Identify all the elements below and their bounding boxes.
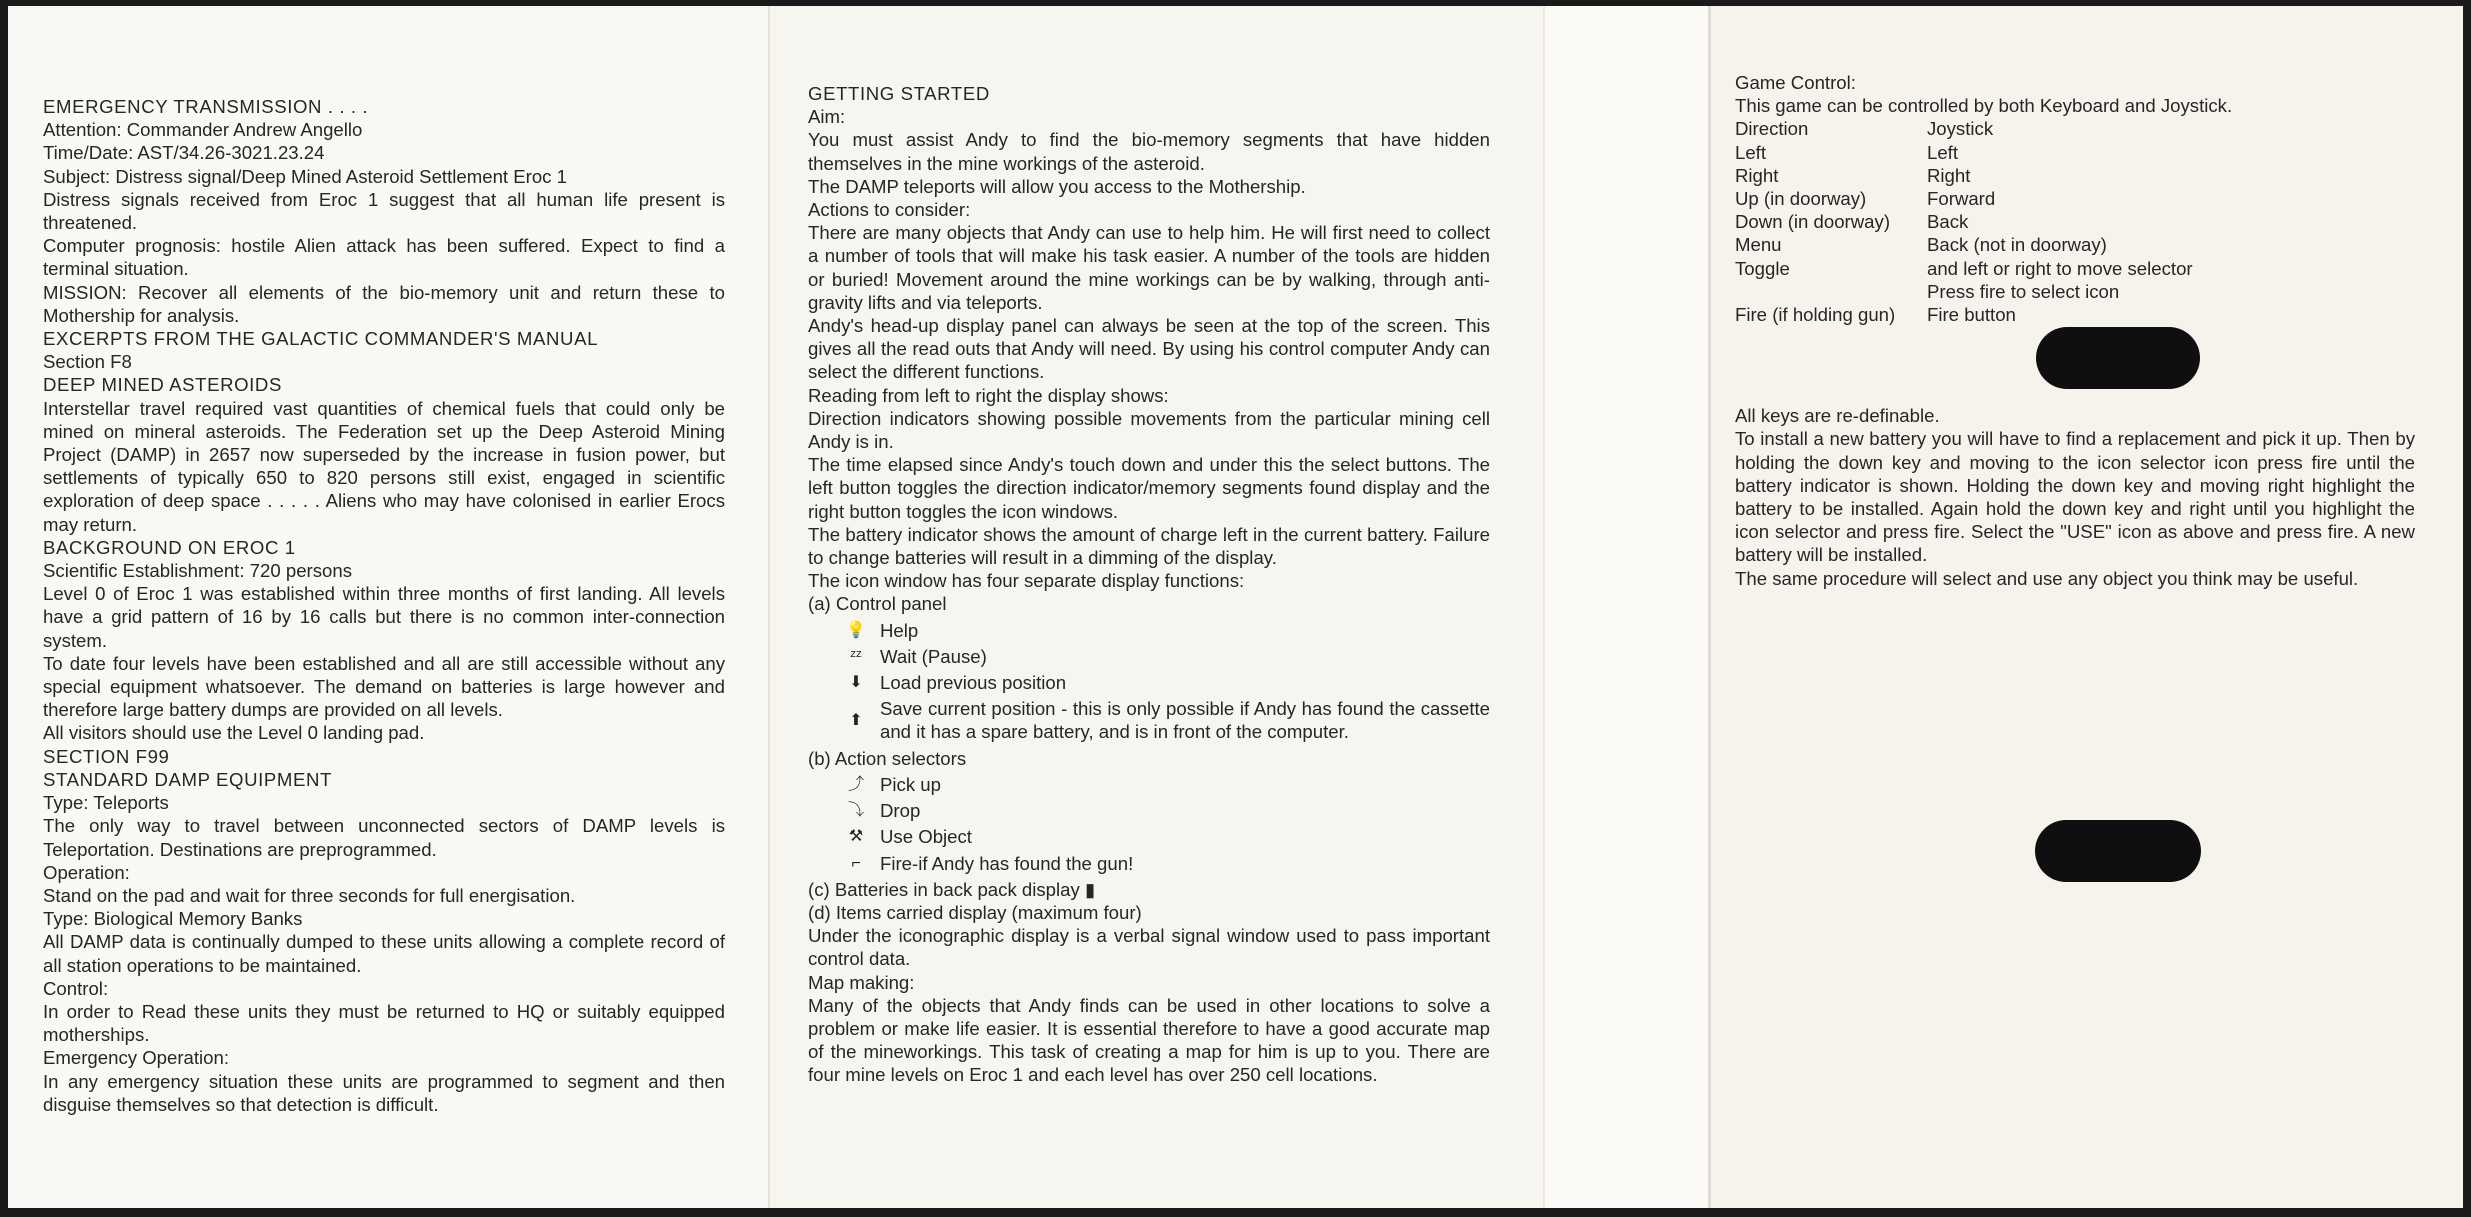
text-line: Level 0 of Eroc 1 was established within three months of first landing. All levels have a grid pattern of 16 by 16 calls but there is no common inter-connection system. — [43, 583, 725, 651]
text-line: Stand on the pad and wait for three seconds for full energisation. — [43, 884, 576, 906]
icon-legend-row — [842, 697, 1490, 743]
battery-instructions — [1735, 404, 2415, 590]
text-line: Time/Date: AST/34.26-3021.23.24 — [43, 142, 325, 164]
text-line: To date four levels have been established and all are still accessible without any special equipment whatsoever. The demand on batteries is large however and therefore large battery dumps are provided on all levels. — [43, 652, 725, 721]
icon-legend-label: Drop — [880, 800, 921, 822]
text-line: The battery indicator shows the amount of charge left in the current battery. Failure to change batteries will result in a dimming of the display. — [808, 523, 1490, 569]
icon-legend-row — [842, 671, 1490, 694]
text-line: GETTING STARTED — [808, 83, 990, 104]
control-key: Forward — [1927, 188, 1996, 210]
text-line: Control: — [43, 977, 109, 999]
control-key: and left or right to move selector — [1927, 257, 2193, 279]
text-line: DEEP MINED ASTEROIDS — [43, 374, 282, 396]
action-selectors-heading: (b) Action selectors — [808, 747, 967, 769]
control-key: Joystick — [1927, 118, 1994, 140]
control-action: Menu — [1735, 234, 1782, 256]
text-line: Under the iconographic display is a verbal signal window used to pass important control data. — [808, 925, 1490, 970]
control-panel-icons — [808, 619, 1490, 744]
icon-legend-label: Load previous position — [880, 672, 1067, 694]
icon-legend-label: Help — [880, 619, 919, 641]
text-line: Map making: — [808, 971, 915, 993]
text-line: Scientific Establishment: 720 persons — [43, 560, 353, 582]
icon-legend-label: Save current position - this is only possible if Andy has found the cassette and it has a spare battery, and is in front of the computer. — [880, 698, 1490, 743]
load-icon: ⬇ — [849, 674, 863, 692]
icon-legend-row — [842, 645, 1490, 668]
icon-legend-label: Use Object — [880, 826, 972, 848]
text-line: The same procedure will select and use any object you think may be useful. — [1735, 567, 2359, 589]
text-line: BACKGROUND ON EROC 1 — [43, 536, 296, 558]
text-line: Operation: — [43, 861, 130, 883]
text-line: Attention: Commander Andrew Angello — [43, 119, 363, 141]
text-line: (a) Control panel — [808, 593, 947, 615]
text-line: EMERGENCY TRANSMISSION . . . . — [43, 96, 369, 117]
save-icon: ⬆ — [849, 711, 863, 729]
text-line: EXCERPTS FROM THE GALACTIC COMMANDER'S MANUAL — [43, 328, 599, 350]
text-line: (d) Items carried display (maximum four) — [808, 901, 1142, 923]
control-key: Back (not in doorway) — [1927, 234, 2107, 256]
icon-legend-row — [842, 619, 1490, 642]
text-line: Aim: — [808, 106, 846, 128]
text-line: Section F8 — [43, 351, 132, 373]
text-line: Andy's head-up display panel can always be seen at the top of the screen. This gives all the read outs that Andy will need. By using his control computer Andy can select the different functions. — [808, 315, 1490, 383]
control-action: Up (in doorway) — [1735, 188, 1867, 210]
icon-legend-row — [842, 799, 1490, 822]
game-control-title: Game Control: — [1735, 72, 1856, 93]
getting-started-text — [808, 82, 1490, 616]
text-line: Computer prognosis: hostile Alien attack has been suffered. Expect to find a terminal situation. — [43, 235, 725, 280]
help-icon: 💡 — [846, 621, 866, 639]
text-line: To install a new battery you will have to find a replacement and pick it up. Then by holding the down key and moving to the icon selector icon press fire until the battery indicator is shown. Holding the down key and moving right highlight the battery to be installed. Again hold the down key and right until you highlight the icon selector and press fire. Select the "USE" icon as above and press fire. A new battery will be installed. — [1735, 428, 2415, 566]
icon-legend-label: Wait (Pause) — [880, 645, 987, 667]
text-line: The DAMP teleports will allow you access to the Mothership. — [808, 175, 1306, 197]
icon-legend-label: Pick up — [880, 773, 941, 795]
text-line: The icon window has four separate display functions: — [808, 570, 1245, 592]
punched-hole-bottom — [2035, 820, 2201, 882]
text-line: Interstellar travel required vast quantities of chemical fuels that could only be mined on mineral asteroids. The Federation set up the Deep Asteroid Mining Project (DAMP) in 2657 now superseded by the increase in fusion power, but settlements of typically 650 to 820 persons still exist, engaged in scientific exploration of deep space . . . . . Aliens who may have colonised in earlier Erocs may return. — [43, 397, 725, 535]
control-key: Left — [1927, 141, 1959, 163]
text-line: The time elapsed since Andy's touch down and under this the select buttons. The left button toggles the direction indicator/memory segments found display and the right button toggles the icon windows. — [808, 454, 1490, 522]
text-line: You must assist Andy to find the bio-memory segments that have hidden themselves in the mine workings of the asteroid. — [808, 129, 1490, 174]
control-action: Down (in doorway) — [1735, 211, 1891, 233]
text-line: All visitors should use the Level 0 landing pad. — [43, 722, 425, 744]
control-action — [1735, 280, 1917, 303]
pick-up-icon: ⤴ — [847, 775, 864, 793]
text-line: Many of the objects that Andy finds can be used in other locations to solve a problem or make life easier. It is essential therefore to have a good accurate map of the mineworkings. This task of creating a map for him is up to you. There are four mine levels on Eroc 1 and each level has over 250 cell locations. — [808, 994, 1490, 1086]
text-line: All keys are re-definable. — [1735, 405, 1940, 427]
text-line: In order to Read these units they must be returned to HQ or suitably equipped motherships. — [43, 1000, 725, 1046]
control-action: Toggle — [1735, 257, 1790, 279]
text-line: (c) Batteries in back pack display ▮ — [808, 878, 1096, 900]
text-line: SECTION F99 — [43, 745, 170, 767]
emergency-transmission-column — [43, 95, 725, 1116]
control-action: Direction — [1735, 118, 1809, 140]
control-action: Left — [1735, 141, 1767, 163]
drop-icon: ⤵ — [847, 802, 864, 820]
icon-legend-label: Fire-if Andy has found the gun! — [880, 852, 1134, 874]
text-line: Emergency Operation: — [43, 1047, 230, 1069]
use-object-icon: ⚒ — [848, 828, 864, 846]
icon-legend-row — [842, 825, 1490, 848]
control-key: Press fire to select icon — [1927, 280, 2120, 302]
control-key: Fire button — [1927, 304, 2016, 326]
text-line: Actions to consider: — [808, 199, 971, 221]
game-control-intro: This game can be controlled by both Keyboard and Joystick. — [1735, 95, 2233, 117]
text-line: Type: Biological Memory Banks — [43, 908, 303, 930]
text-line: MISSION: Recover all elements of the bio-memory unit and return these to Mothership for analysis. — [43, 281, 725, 326]
icon-legend-row — [842, 852, 1490, 875]
gun-icon: ⌐ — [851, 854, 861, 872]
text-line: Subject: Distress signal/Deep Mined Asteroid Settlement Eroc 1 — [43, 165, 567, 187]
text-line: Distress signals received from Eroc 1 suggest that all human life present is threatened. — [43, 188, 725, 234]
control-key: Back — [1927, 211, 1969, 233]
text-line: In any emergency situation these units are programmed to segment and then disguise themselves so that detection is difficult. — [43, 1070, 725, 1115]
text-line: STANDARD DAMP EQUIPMENT — [43, 768, 332, 790]
control-key: Right — [1927, 164, 1971, 186]
text-line: Reading from left to right the display shows: — [808, 384, 1169, 406]
map-making-text — [808, 878, 1490, 1087]
control-mapping-table — [1735, 117, 2415, 326]
text-line: All DAMP data is continually dumped to these units allowing a complete record of all station operations to be maintained. — [43, 931, 725, 976]
text-line: There are many objects that Andy can use to help him. He will first need to collect a number of tools that will make his task easier. A number of the tools are hidden or buried! Movement around the mine workings can be by walking, through anti-gravity lifts and via teleports. — [808, 222, 1490, 313]
control-action: Fire (if holding gun) — [1735, 304, 1896, 326]
wait-icon: ᶻᶻ — [850, 647, 862, 665]
action-selector-icons — [808, 773, 1490, 875]
getting-started-column — [808, 82, 1490, 1087]
text-line: Type: Teleports — [43, 792, 169, 814]
text-line: The only way to travel between unconnected sectors of DAMP levels is Teleportation. Destinations are preprogrammed. — [43, 815, 725, 860]
panel-fold — [1543, 6, 1710, 1208]
control-action: Right — [1735, 164, 1779, 186]
punched-hole-top — [2036, 327, 2200, 389]
icon-legend-row — [842, 773, 1490, 796]
text-line: Direction indicators showing possible movements from the particular mining cell Andy is in. — [808, 407, 1490, 453]
